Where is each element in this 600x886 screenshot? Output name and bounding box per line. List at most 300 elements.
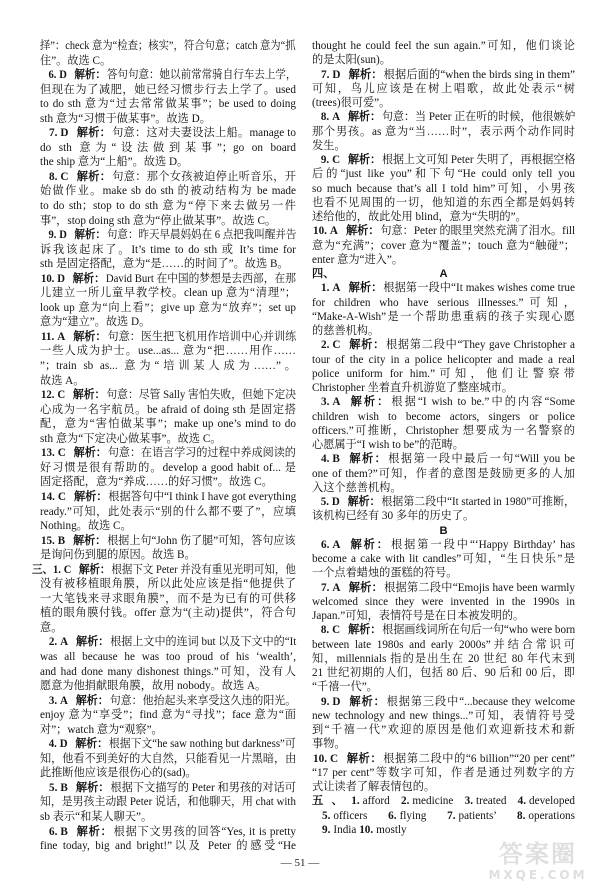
explanation-text: 发生。 <box>312 139 346 152</box>
text-line <box>312 623 576 637</box>
answer-item <box>312 752 575 795</box>
explanation-text: 好习惯是很有帮助的。develop a good habit of... 是 <box>40 461 296 474</box>
text-line <box>40 694 297 709</box>
explanation-text: enjoy 意为“享受”；find 意为“寻找”；face 意为“面 <box>40 709 296 722</box>
answer-number: 6. <box>388 809 397 822</box>
question-number: 2. <box>321 339 330 352</box>
explanation-text: become a cake with lit candles”可知，“生日快乐”是 <box>312 553 575 565</box>
answer-item <box>312 623 575 694</box>
text-line <box>312 196 575 210</box>
explanation-text: 知，millennials 指的是出生在 20 世纪 80 年代末到 <box>312 652 575 665</box>
question-number: 7. <box>321 68 330 81</box>
explanation-text: sth 意为“下定决心做某事”。故选 C。 <box>40 432 222 445</box>
text-line <box>40 272 296 287</box>
explanation-text: 根据上文可知 Peter 失明了，再根据空格 <box>381 154 576 166</box>
explanation-label: 解析： <box>76 636 110 649</box>
question-number: 6. <box>49 825 58 838</box>
passage-heading <box>312 267 575 281</box>
explanation-label: 解析： <box>348 68 383 81</box>
fill-blank-answer <box>359 824 406 836</box>
explanation-text: Christopher 坐着直升机游览了整座城市。 <box>312 382 514 394</box>
explanation-text: 诉我该起床了。It’s time to do sth 或 It’s time for <box>40 243 296 256</box>
answer-row <box>312 794 575 808</box>
question-number: 8. <box>320 624 330 637</box>
text-line <box>312 652 575 666</box>
explanation-label: 解析： <box>346 752 383 765</box>
answer-item <box>40 170 296 228</box>
answer-choice: C <box>57 447 66 460</box>
explanation-text: 心成为一名宇航员。be afraid of doing sth 是固定搭 <box>40 403 296 416</box>
answer-choice: B <box>60 781 68 794</box>
explanation-text: 入这个慈善机构。 <box>312 481 402 494</box>
explanation-label: 解析： <box>76 127 112 140</box>
explanation-text: 配，意为“害怕做某事”；make up one’s mind to do <box>40 418 296 431</box>
text-line <box>40 39 296 54</box>
text-line <box>40 286 296 301</box>
explanation-text: “Make-A-Wish”是一个帮助患重病的孩子实现心愿 <box>312 310 575 323</box>
answer-item <box>312 281 575 338</box>
text-line <box>40 155 296 170</box>
fill-blank-answer <box>518 795 575 807</box>
answer-number: 3. <box>464 795 473 808</box>
explanation-text: 知，他看不到美好的大自然，只能看见一片黑暗，由 <box>40 752 297 765</box>
section-label: 四、 <box>312 268 335 280</box>
explanation-label: 解析： <box>76 170 112 183</box>
text-line <box>40 635 297 650</box>
text-line <box>312 224 574 238</box>
answer-choice: D <box>59 69 67 82</box>
explanation-text: officers.”可推断，Christopher 想要成为一名警察的 <box>312 424 575 437</box>
explanation-label: 解析： <box>75 825 113 838</box>
section-label: 三、 <box>32 563 54 576</box>
explanation-text: Nothing。故选 C。 <box>40 520 132 533</box>
text-line <box>40 228 297 243</box>
answer-word: operations <box>528 809 576 822</box>
text-line <box>40 417 296 432</box>
explanation-text: (trees)很可爱”。 <box>312 97 391 109</box>
explanation-text: 事物。 <box>312 738 346 751</box>
question-number: 9. <box>320 154 330 166</box>
question-number: 6. <box>48 69 57 82</box>
explanation-text: 根据后面的“when the birds sing in them” <box>383 68 575 81</box>
explanation-text: new technology and new things...”可知，表情符号受 <box>312 709 575 722</box>
text-line <box>40 825 296 840</box>
explanation-text: 根据上文中的连词 but 以及下文中的“It <box>110 636 297 649</box>
answer-item <box>312 153 575 224</box>
explanation-label: 解析： <box>345 225 380 238</box>
text-line <box>40 766 296 781</box>
answer-choice: B <box>60 825 68 838</box>
text-line <box>312 239 575 253</box>
text-line <box>40 432 296 447</box>
fill-in-answers <box>312 794 575 837</box>
section-label: 五、 <box>312 795 352 808</box>
explanation-text: 根据下文 Peter 并没有重见光明可知，他 <box>111 563 296 576</box>
text-line <box>40 344 296 359</box>
answer-choice: D <box>60 127 69 140</box>
answer-word: flying <box>399 809 427 822</box>
explanation-text: 儿建立一所儿童早教学校。clean up 意为“清理”； <box>40 287 296 300</box>
answer-number: 5. <box>322 809 331 822</box>
text-line <box>40 606 296 621</box>
explanation-text: 根据第二段中“They gave Christopher a <box>386 339 575 352</box>
answer-number: 10. <box>359 823 374 836</box>
answer-word: India <box>333 823 357 836</box>
fill-blank-answer <box>351 795 390 807</box>
text-line <box>40 592 296 607</box>
answer-word: medicine <box>412 795 454 808</box>
text-line <box>40 54 296 69</box>
text-line <box>40 795 296 810</box>
text-line <box>40 621 296 636</box>
explanation-text: 择”：check 意为“检查；核实”，符合句意；catch 意为“抓 <box>40 40 296 52</box>
text-line <box>312 552 575 566</box>
answer-item <box>312 338 575 395</box>
explanation-label: 解析： <box>348 339 385 352</box>
text-line <box>312 82 575 96</box>
explanation-text: 该机构已经有 30 多年的历史了。 <box>312 510 475 523</box>
page-number: — 51 — <box>280 857 320 869</box>
explanation-text: 心愿属于“I wish to be”的范畴。 <box>312 439 464 451</box>
explanation-text: do sth 意为“设法做到某事”；go on board <box>40 141 296 154</box>
text-line <box>312 609 575 623</box>
explanation-text: 植的眼角膜付钱。offer 意为“(主动)提供”，符合句 <box>40 607 296 620</box>
answer-choice: D <box>332 68 341 81</box>
explanation-text: 可知，鸟儿应该是在树上唱歌，故此处表示“树 <box>312 82 575 95</box>
text-line <box>40 83 296 98</box>
explanation-text: 一些人成为护士。use...as... 意为“把……用作…… <box>40 345 296 358</box>
answer-choice: C <box>63 563 72 576</box>
explanation-text: police uniform for him.”可知，他们让警察带 <box>312 367 575 380</box>
question-number: 5. <box>49 781 58 794</box>
explanation-text: 根据画线词所在句后一句“who were born <box>382 624 576 637</box>
explanation-text: 意为“建立”。故选 D。 <box>40 316 151 329</box>
explanation-text: 答句句意：她以前常常骑自行车去上学， <box>106 69 297 82</box>
explanation-text: thought he could feel the sun again.”可知，他们谈论 <box>312 40 575 52</box>
text-line <box>40 752 295 767</box>
explanation-text: 也看不见周围的一切，他知道的东西全都是妈妈转 <box>312 196 575 209</box>
text-line <box>40 446 296 461</box>
text-line <box>40 141 296 156</box>
answer-item <box>40 534 296 563</box>
text-line <box>312 438 575 452</box>
fill-blank-answer <box>517 810 575 822</box>
text-line <box>312 395 575 409</box>
explanation-text: for children who have serious illnesses.”可知， <box>312 296 575 309</box>
right-column <box>312 39 575 837</box>
explanation-text: between late 1980s and early 2000s”并结合常识可 <box>312 638 575 651</box>
text-line <box>40 781 296 796</box>
text-line <box>312 595 575 609</box>
explanation-text: 句意：那个女孩被迫停止听音乐，开 <box>112 170 296 183</box>
explanation-text: to do sth；stop to do sth 意为“停下来去做另一件 <box>40 200 296 213</box>
explanation-label: 解析： <box>73 447 107 460</box>
explanation-text: “17 per cent”等数字可知，作者是通过列数字的方 <box>312 766 575 779</box>
answer-number: 9. <box>322 823 331 836</box>
text-line <box>40 679 296 694</box>
question-number: 6. <box>321 538 330 551</box>
explanation-label: 解析： <box>348 695 386 708</box>
question-number: 7. <box>49 127 58 140</box>
text-line <box>312 410 575 424</box>
explanation-text: look up 意为“向上看”；give up 意为“放弃”；set up <box>40 301 296 314</box>
answer-choice: A <box>332 581 341 594</box>
text-line <box>40 315 296 330</box>
explanation-text: “千禧一代”。 <box>312 681 378 694</box>
text-line <box>312 110 576 124</box>
text-line <box>312 281 575 295</box>
explanation-text: Japan.”可知，表情符号是在日本被发明的。 <box>312 610 525 622</box>
text-line <box>312 424 575 438</box>
text-line <box>40 534 296 549</box>
text-line <box>40 461 296 476</box>
text-line <box>312 566 575 580</box>
answer-item <box>40 490 296 534</box>
fill-blank-answer <box>322 824 356 836</box>
explanation-text: 述给他的，故此处用 blind，意为“失明的”。 <box>312 211 527 223</box>
text-line <box>312 538 575 552</box>
text-line <box>312 467 575 481</box>
text-line <box>312 780 575 794</box>
answer-word: patients’ <box>458 809 497 822</box>
text-line <box>312 296 575 310</box>
answer-item <box>40 635 296 693</box>
explanation-text: sth 是固定搭配，意为“是……的时间了”。故选 B。 <box>40 258 289 271</box>
answer-item <box>40 737 296 781</box>
text-line <box>312 310 575 324</box>
answer-item <box>40 694 296 738</box>
text-line <box>40 475 296 490</box>
text-line <box>40 126 296 141</box>
text-line <box>312 581 575 595</box>
explanation-text: so much because that’s all I told him”可知，小男孩 <box>312 182 575 195</box>
answer-choice: D <box>331 496 340 508</box>
explanation-label: 解析： <box>72 272 105 285</box>
question-number: 10. <box>40 272 55 285</box>
text-line <box>312 680 575 694</box>
explanation-text: and had done many dishonest things.”可知，没有人 <box>40 665 296 678</box>
text-line <box>312 253 575 267</box>
answer-number: 4. <box>517 795 527 808</box>
text-line <box>312 481 575 495</box>
text-line <box>40 810 296 825</box>
text-line <box>312 381 575 395</box>
explanation-text: 意为“充满”；cover 意为“覆盖”；touch 意为“触碰”； <box>312 239 575 252</box>
question-number: 10. <box>312 225 327 238</box>
left-column <box>32 39 297 854</box>
answer-choice: A <box>60 694 68 707</box>
answer-word: afford <box>362 795 390 808</box>
question-number: 2. <box>48 636 58 649</box>
text-line <box>40 505 296 520</box>
explanation-label: 解析： <box>73 534 107 547</box>
answer-word: treated <box>475 795 507 808</box>
fill-blank-answer <box>322 810 367 822</box>
explanation-text: tour of the city in a police helicopter and made a real <box>312 353 575 366</box>
text-line <box>40 650 296 665</box>
explanation-label: 解析： <box>73 490 108 503</box>
explanation-text: 根据上句“John 伤了腿”可知，答句应该 <box>107 534 296 547</box>
fill-blank-answer <box>401 795 453 807</box>
question-number: 9. <box>48 229 57 242</box>
text-line <box>312 153 576 167</box>
explanation-text: enter 意为“进入”。 <box>312 253 404 266</box>
answer-choice: C <box>329 752 339 765</box>
text-line <box>312 709 575 723</box>
explanation-text: 固定搭配，意为“养成……的好习惯”。故选 C。 <box>40 476 273 489</box>
answer-item <box>40 825 296 854</box>
text-line <box>40 665 296 680</box>
answer-word: mostly <box>376 823 407 836</box>
explanation-text: 句意：他抬起头来享受这久违的阳光。 <box>109 694 297 707</box>
explanation-label: 解析： <box>75 781 110 794</box>
text-line <box>40 184 296 199</box>
explanation-text: sb 表示“和某人聊天”。 <box>40 810 153 823</box>
explanation-text: 对”；watch 意为“观察”。 <box>40 723 163 736</box>
passage-heading <box>312 524 575 538</box>
text-line <box>312 638 575 652</box>
answer-choice: A <box>57 330 66 343</box>
answer-item <box>40 446 296 490</box>
answer-number: 7. <box>447 809 456 822</box>
answer-choice: A <box>332 538 341 551</box>
text-line <box>40 490 295 505</box>
answer-choice: B <box>57 534 66 547</box>
explanation-label: 解析： <box>75 694 109 707</box>
answer-choice: D <box>59 229 67 242</box>
explanation-text: to do sth 意为“过去常常做某事”；be used to doing <box>40 98 296 111</box>
explanation-text: 到“千禧一代”欢迎的原因是他们欢迎新技术和新 <box>312 724 575 736</box>
answer-number: 1. <box>351 795 360 808</box>
text-line <box>312 167 575 181</box>
answer-item <box>40 781 296 825</box>
answer-item <box>40 388 296 446</box>
explanation-text: 根据第二段中“Emojis have been warmly <box>384 581 575 594</box>
explanation-text: 知，是男孩主动跟 Peter 说话，和他聊天，用 chat with <box>40 796 296 809</box>
text-line <box>312 210 575 224</box>
explanation-text: sth 意为“习惯于做某事”。故选 D。 <box>40 112 211 125</box>
explanation-text: 句意：当 Peter 正在听的时候，他很嫉妒 <box>381 111 576 124</box>
question-number: 12. <box>40 389 55 402</box>
answer-choice: D <box>59 738 68 751</box>
text-line <box>40 519 296 534</box>
answer-item <box>312 110 575 153</box>
answer-item <box>40 330 296 388</box>
heading-line <box>312 267 575 281</box>
answer-choice: C <box>332 624 341 637</box>
explanation-text: 句意：这对夫妻设法上船。manage to <box>112 127 296 140</box>
question-number: 3. <box>48 694 58 707</box>
text-line <box>312 182 575 196</box>
explanation-text: 故选 A。 <box>40 374 85 387</box>
answer-number: 8. <box>517 809 526 822</box>
explanation-text: 根据第二段中“It started in 1980”可推断， <box>381 496 575 508</box>
answer-choice: C <box>57 490 66 503</box>
explanation-text: 的慈善机构。 <box>312 325 380 337</box>
question-number: 13. <box>40 447 55 460</box>
answer-choice: D <box>57 272 66 285</box>
explanation-text: 的是太阳(sun)。 <box>312 54 391 67</box>
explanation-text: 一个点着蜡烛的蛋糕的符号。 <box>312 567 458 580</box>
text-line <box>40 243 296 258</box>
explanation-text: 根据第一段中最后一句“Will you be <box>388 453 575 466</box>
passage-letter: B <box>439 524 448 537</box>
explanation-text: 根据下文描写的 Peter 和男孩的对话可 <box>110 781 296 794</box>
question-number: 4. <box>48 738 57 751</box>
text-line <box>40 737 296 752</box>
answer-item <box>40 68 296 126</box>
answer-choice: A <box>332 282 341 295</box>
explanation-text: ready.”可知，此处表示“别的什么都不要了”，应填 <box>40 505 296 518</box>
answer-item <box>40 272 296 330</box>
question-number: 1. <box>321 282 330 295</box>
explanation-text: children wish to become actors, singers or police <box>312 410 575 423</box>
answer-item <box>312 538 575 581</box>
question-number: 5. <box>320 496 330 508</box>
answer-item <box>312 224 575 267</box>
explanation-label: 解析： <box>348 396 391 409</box>
answer-word: officers <box>333 809 368 822</box>
answer-item <box>32 563 296 636</box>
explanation-text: 根据第三段中“...because they welcome <box>386 695 575 708</box>
explanation-label: 解析： <box>348 282 383 295</box>
answer-choice: C <box>60 170 69 183</box>
text-line <box>40 723 296 738</box>
passage-letter: A <box>439 268 448 280</box>
question-number: 14. <box>40 490 55 503</box>
question-number: 1. <box>53 563 61 576</box>
explanation-text: 根据下文“he saw nothing but darkness”可 <box>108 738 296 751</box>
text-line <box>312 68 575 82</box>
question-number: 11. <box>40 330 55 343</box>
explanation-text: 住”。故选 C。 <box>40 54 112 67</box>
text-line <box>312 752 575 766</box>
text-line <box>40 708 296 723</box>
question-number: 8. <box>320 111 330 124</box>
text-line <box>40 257 296 272</box>
question-number: 8. <box>49 170 58 183</box>
explanation-text: 根据第一段中“It makes wishes come true <box>383 282 575 295</box>
text-line <box>40 388 297 403</box>
answer-item <box>312 452 575 495</box>
fill-blank-answer <box>465 795 507 807</box>
answer-choice: B <box>332 453 340 466</box>
watermark-site-text: MXQE.COM <box>488 868 588 882</box>
explanation-text: 意。 <box>40 621 63 634</box>
explanation-text: 根据“I wish to be.”中的内容“Some <box>391 396 575 409</box>
explanation-text: one of them?”可知，作者的意图是鼓励更多的人加 <box>312 467 575 480</box>
explanation-label: 解析： <box>347 154 382 166</box>
explanation-text: ”；train sb as... 意为“培训某人成为……”。 <box>40 360 296 373</box>
answer-choice: C <box>332 154 341 166</box>
answer-choice: C <box>57 389 66 402</box>
text-line <box>40 330 297 345</box>
explanation-text: 后的“just like you”和下句“He could only tell you <box>312 168 575 181</box>
explanation-text: 句意：尽管 Sally 害怕失败，但她下定决 <box>106 389 297 402</box>
explanation-text: 始做作业。make sb do sth 的被动结构为 be made <box>40 185 296 198</box>
answer-choice: D <box>332 695 341 708</box>
text-line <box>40 301 296 316</box>
text-line <box>312 125 575 139</box>
explanation-text: the ship 意为“上船”。故选 D。 <box>40 156 189 169</box>
answer-item <box>40 126 296 170</box>
text-line <box>40 112 296 127</box>
explanation-text: fine today, big and bright!”以及 Peter 的感受“He <box>40 840 296 853</box>
answer-choice: A <box>332 396 341 409</box>
text-line <box>40 214 296 229</box>
answer-item <box>312 495 575 524</box>
question-number: 4. <box>321 453 330 466</box>
